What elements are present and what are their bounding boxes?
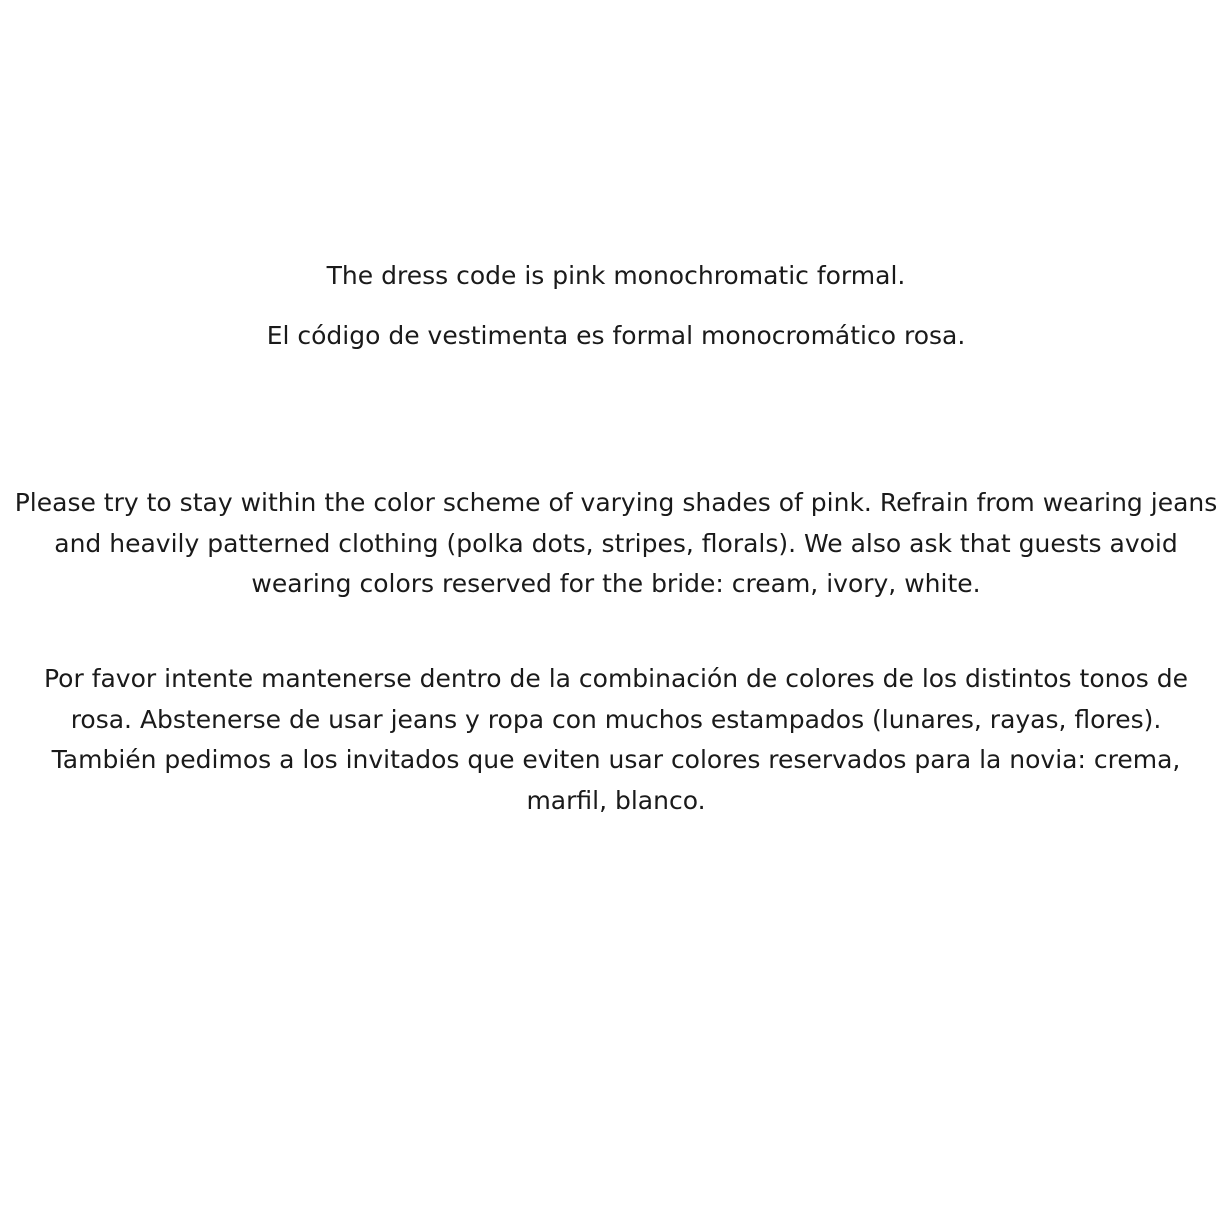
dress-code-heading-english: The dress code is pink monochromatic formal. — [326, 261, 906, 290]
dress-code-details-spanish: Por favor intente mantenerse dentro de la combinación de colores de los distintos tonos de rosa. Abstenerse de usar jeans y ropa con muchos estampados (lunares, rayas, flores). También pedimos a los invitados que eviten usar colores reservados para la novia: crema, marfil, blanco. — [43, 664, 1188, 815]
dress-code-heading-spanish: El código de vestimenta es formal monocromático rosa. — [266, 321, 966, 350]
dress-code-details-english: Please try to stay within the color scheme of varying shades of pink. Refrain from wearing jeans and heavily patterned clothing (polka dots, stripes, florals). We also ask that guests avoid wearing colors reserved for the bride: cream, ivory, white. — [14, 488, 1218, 598]
